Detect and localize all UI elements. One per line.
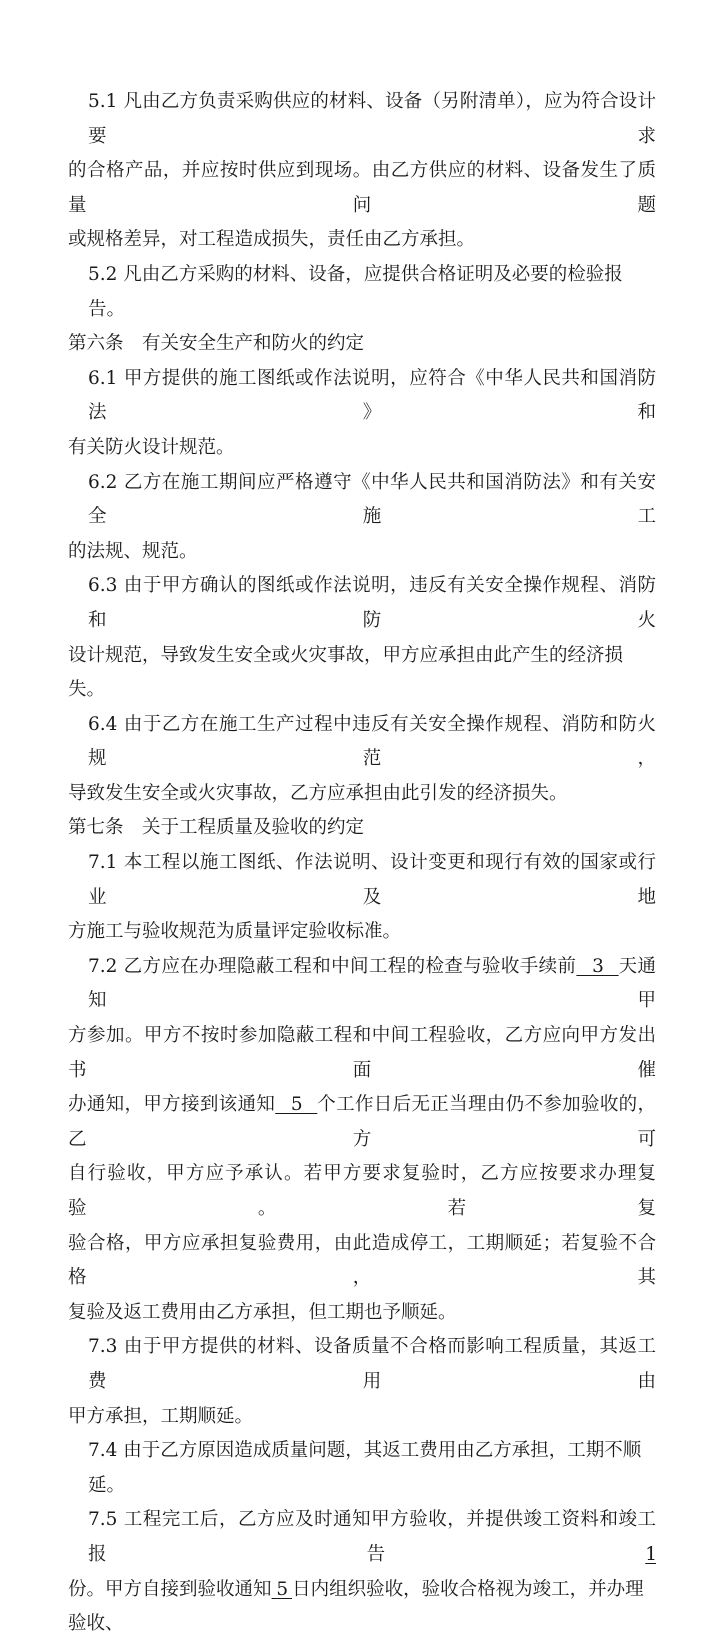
text-line: [68, 1400, 656, 1435]
text-segment: 自行验收，甲方应予承认。若甲方要求复验时，乙方应按要求办理复验。若复: [68, 1163, 656, 1219]
text-segment: 个工作日后无正当理由仍不参加验收的，乙方可: [68, 1094, 656, 1150]
clause-paragraph: [68, 1503, 656, 1641]
clause-paragraph: [68, 708, 656, 812]
text-segment: 6.3 由于甲方确认的图纸或作法说明，违反有关安全操作规程、消防和防火: [88, 575, 656, 631]
clause-paragraph: [68, 362, 656, 466]
clause-paragraph: [68, 950, 656, 1331]
text-line: [68, 258, 656, 327]
clause-paragraph: [68, 846, 656, 950]
text-line: [68, 569, 656, 638]
text-line: [68, 85, 656, 154]
text-line: [68, 1227, 656, 1296]
filled-blank: 1: [645, 1543, 656, 1565]
text-line: [68, 1019, 656, 1088]
text-line: [68, 1573, 656, 1642]
text-segment: 设计规范，导致发生安全或火灾事故，甲方应承担由此产生的经济损失。: [68, 644, 624, 701]
text-segment: 的合格产品，并应按时供应到现场。由乙方供应的材料、设备发生了质量问题: [68, 160, 656, 216]
clause-paragraph: [68, 258, 656, 327]
text-segment: 或规格差异，对工程造成损失，责任由乙方承担。: [68, 229, 476, 251]
text-line: [68, 915, 656, 950]
text-line: [68, 362, 656, 431]
text-line: [68, 154, 656, 223]
text-line: [68, 1330, 656, 1399]
text-segment: 6.4 由于乙方在施工生产过程中违反有关安全操作规程、消防和防火规范，: [88, 713, 656, 770]
text-segment: 有关防火设计规范。: [68, 436, 235, 458]
text-line: [68, 1157, 656, 1226]
text-segment: 5.2 凡由乙方采购的材料、设备，应提供合格证明及必要的检验报告。: [88, 263, 623, 320]
text-segment: 日内组织验收，验收合格视为竣工，并办理验收、: [68, 1578, 644, 1635]
text-segment: 7.4 由于乙方原因造成质量问题，其返工费用由乙方承担，工期不顺延。: [88, 1440, 642, 1496]
document-page: [68, 85, 656, 1642]
text-line: [68, 846, 656, 915]
text-line: [68, 777, 656, 812]
text-segment: 7.2 乙方应在办理隐蔽工程和中间工程的检查与验收手续前: [88, 955, 577, 977]
text-line: [68, 950, 656, 1019]
filled-blank: 5: [275, 1094, 318, 1116]
clause-paragraph: [68, 1330, 656, 1434]
text-line: [68, 223, 656, 258]
text-segment: 的法规、规范。: [68, 540, 198, 562]
text-segment: 复验及返工费用由乙方承担，但工期也予顺延。: [68, 1301, 457, 1323]
text-line: [68, 431, 656, 466]
text-segment: 导致发生安全或火灾事故，乙方应承担由此引发的经济损失。: [68, 782, 568, 804]
text-line: [68, 535, 656, 570]
section-heading: [68, 327, 656, 362]
text-line: [68, 327, 656, 362]
text-segment: 6.1 甲方提供的施工图纸或作法说明，应符合《中华人民共和国消防法》和: [88, 367, 656, 424]
text-line: [68, 466, 656, 535]
text-line: [68, 1088, 656, 1157]
text-segment: 验合格，甲方应承担复验费用，由此造成停工，工期顺延；若复验不合格，其: [68, 1232, 656, 1289]
text-line: [68, 1434, 656, 1503]
text-line: [68, 708, 656, 777]
text-segment: 6.2 乙方在施工期间应严格遵守《中华人民共和国消防法》和有关安全施工: [88, 471, 656, 528]
clause-paragraph: [68, 85, 656, 258]
text-segment: 第六条 有关安全生产和防火的约定: [68, 333, 365, 355]
clause-paragraph: [68, 569, 656, 707]
text-segment: 7.1 本工程以施工图纸、作法说明、设计变更和现行有效的国家或行业及地: [88, 852, 656, 908]
text-segment: 5.1 凡由乙方负责采购供应的材料、设备（另附清单），应为符合设计要求: [88, 91, 656, 147]
filled-blank: 5: [271, 1578, 293, 1600]
text-segment: 方施工与验收规范为质量评定验收标准。: [68, 921, 402, 943]
filled-blank: 3: [576, 955, 619, 977]
text-segment: 甲方承担，工期顺延。: [68, 1405, 254, 1427]
clause-paragraph: [68, 1434, 656, 1503]
text-segment: 方参加。甲方不按时参加隐蔽工程和中间工程验收，乙方应向甲方发出书面催: [68, 1025, 656, 1081]
text-line: [68, 811, 656, 846]
text-segment: 份。甲方自接到验收通知: [68, 1578, 272, 1600]
text-line: [68, 1296, 656, 1331]
text-segment: 第七条 关于工程质量及验收的约定: [68, 817, 365, 839]
text-segment: 天通知甲: [88, 955, 656, 1012]
text-line: [68, 1503, 656, 1572]
text-segment: 7.3 由于甲方提供的材料、设备质量不合格而影响工程质量，其返工费用由: [88, 1336, 656, 1392]
section-heading: [68, 811, 656, 846]
text-line: [68, 639, 656, 708]
clause-paragraph: [68, 466, 656, 570]
text-segment: 7.5 工程完工后，乙方应及时通知甲方验收，并提供竣工资料和竣工报告: [88, 1509, 656, 1565]
text-segment: 办通知，甲方接到该通知: [68, 1094, 276, 1116]
